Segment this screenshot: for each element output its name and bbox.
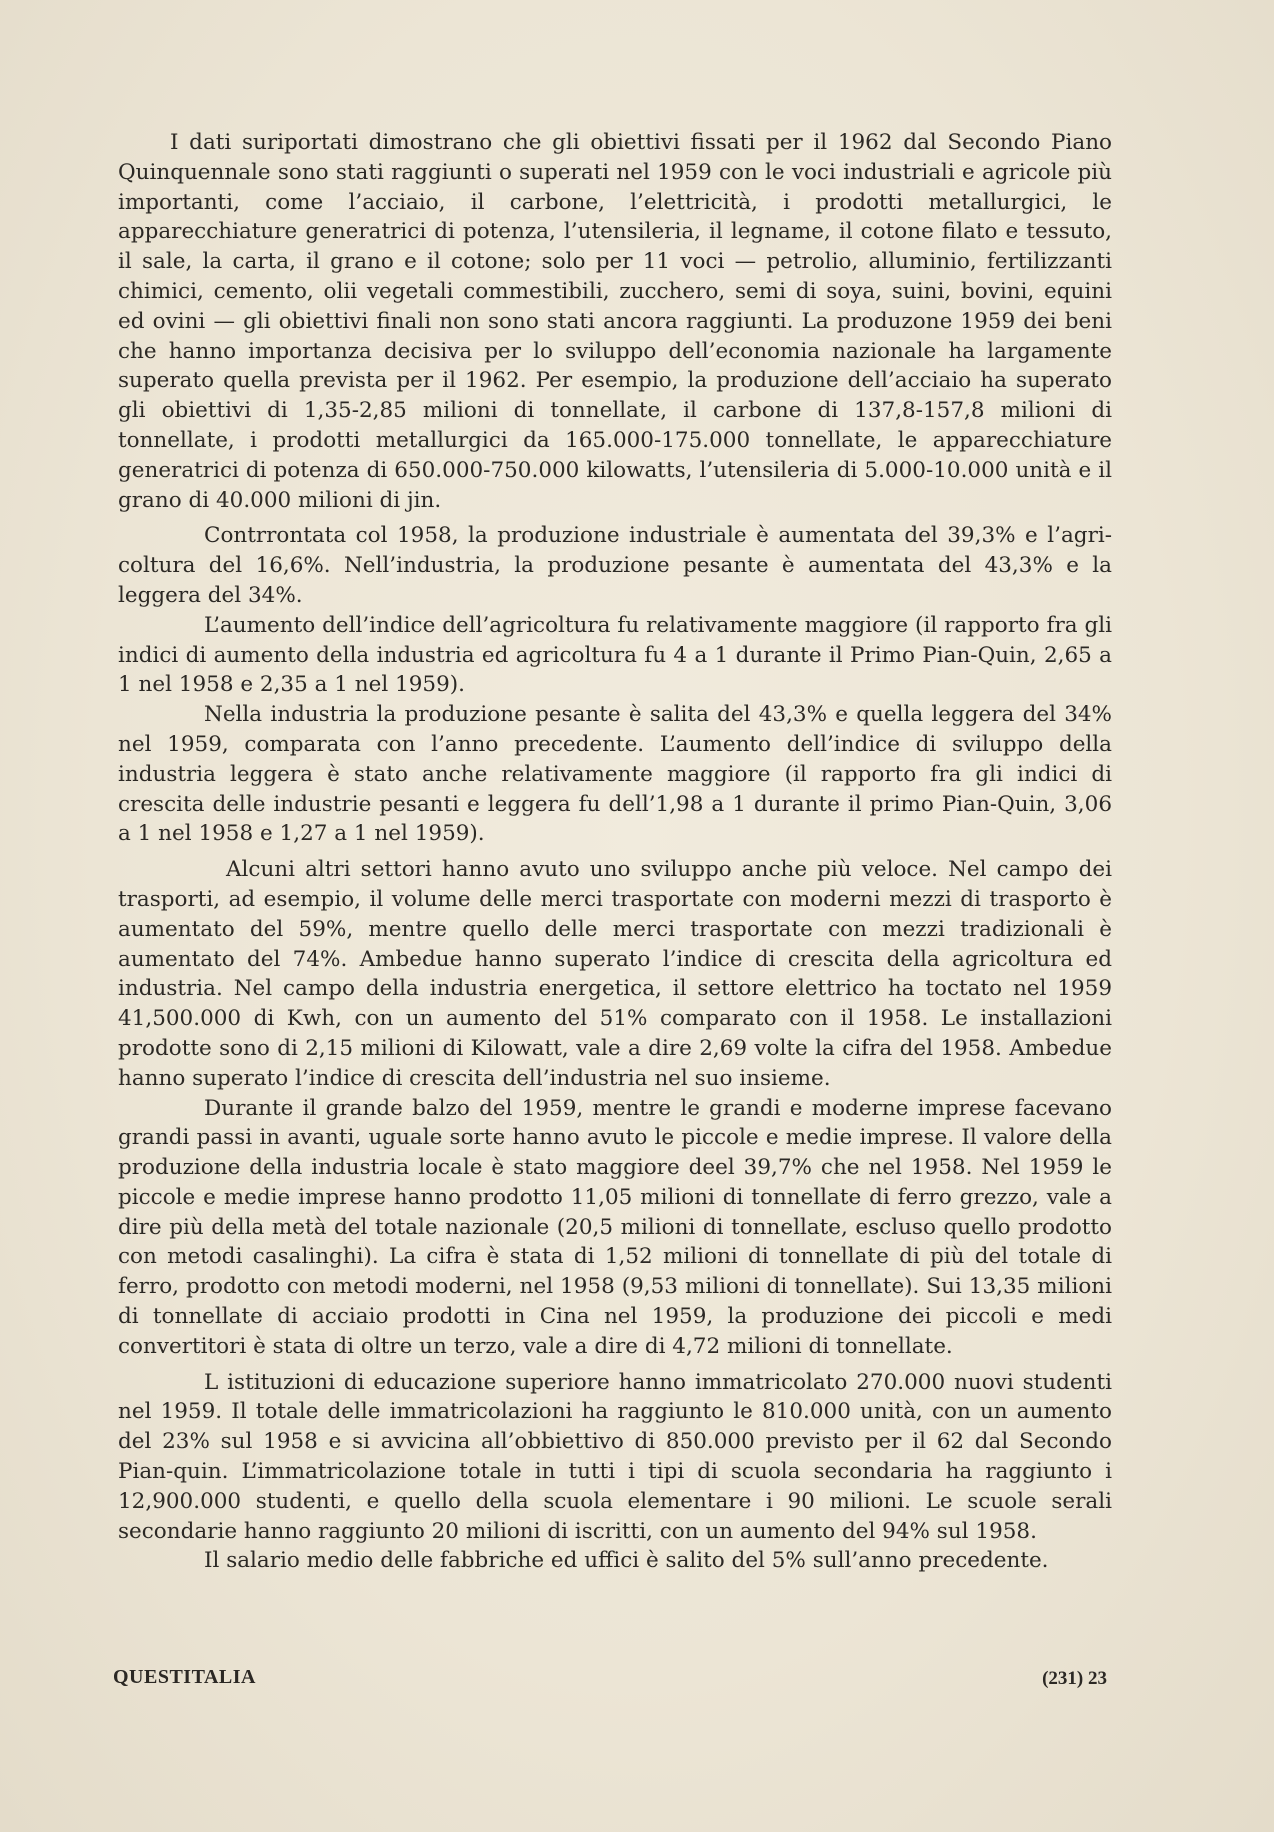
- page-number: (231) 23: [1042, 1668, 1107, 1689]
- article-body: [118, 128, 1112, 1576]
- page-footer: [113, 1666, 1113, 1696]
- paragraph: Nella industria la produzione pesante è salita del 43,3% e quella leggera del 34% nel 1959, comparata con l’anno precedente. L’aumento dell’indice di sviluppo della industria leggera è stato anche relativamente maggiore (il rapporto fra gli indici di crescita delle industrie pesanti e leggera fu dell’1,98 a 1 durante il primo Pian-Quin, 3,06 a 1 nel 1958 e 1,27 a 1 nel 1959).: [118, 702, 1112, 847]
- paragraph: Contrrontata col 1958, la produzione industriale è aumentata del 39,3% e l’agricoltura del 16,6%. Nell’industria, la produzione pesante è aumentata del 43,3% e la leggera del 34%.: [118, 523, 1112, 608]
- paragraph: L istituzioni di educazione superiore hanno immatricolato 270.000 nuovi studenti nel 1959. Il totale delle immatricolazioni ha raggiunto le 810.000 unità, con un aumento del 23% sul 1958 e si avvicina all’obbiettivo di 850.000 previsto per il 62 dal Secondo Pian-quin. L’immatricolazione totale in tutti i tipi di scuola secondaria ha raggiunto i 12,900.000 studenti, e quello della scuola elementare i 90 milioni. Le scuole serali secondarie hanno raggiunto 20 milioni di iscritti, con un aumento del 94% sul 1958.: [118, 1369, 1112, 1544]
- paragraph: I dati suriportati dimostrano che gli obiettivi fissati per il 1962 dal Secondo Piano Quinquennale sono stati raggiunti o superati nel 1959 con le voci industriali e agricole più importanti, come l’acciaio, il carbone, l’elettricità, i prodotti metallurgici, le apparecchiature generatrici di potenza, l’utensileria, il legname, il cotone filato e tessuto, il sale, la carta, il grano e il cotone; solo per 11 voci — petrolio, alluminio, fertilizzanti chimici, cemento, olii vegetali commestibili, zucchero, semi di soya, suini, bovini, equini ed ovini — gli obiettivi finali non sono stati ancora raggiunti. La produzone 1959 dei beni che hanno importanza decisiva per lo sviluppo dell’economia nazionale ha largamente superato quella prevista per il 1962. Per esempio, la produzione dell’acciaio ha superato gli obiettivi di 1,35-2,85 milioni di tonnellate, il carbone di 137,8-157,8 milioni di tonnellate, i prodotti metallurgici da 165.000-175.000 tonnellate, le apparecchiature generatrici di potenza di 650.000-750.000 kilowatts, l’utensileria di 5.000-10.000 unità e il grano di 40.000 milioni di jin.: [118, 130, 1112, 513]
- magazine-title: QUESTITALIA: [113, 1666, 256, 1688]
- paragraph: L’aumento dell’indice dell’agricoltura fu relativamente maggiore (il rapporto fra gli indici di aumento della industria ed agricoltura fu 4 a 1 durante il Primo Pian-Quin, 2,65 a 1 nel 1958 e 2,35 a 1 nel 1959).: [118, 612, 1112, 698]
- paragraph: Il salario medio delle fabbriche ed uffici è salito del 5% sull’anno precedente.: [204, 1548, 1049, 1574]
- paragraph: Durante il grande balzo del 1959, mentre le grandi e moderne imprese facevano grandi passi in avanti, uguale sorte hanno avuto le piccole e medie imprese. Il valore della produzione della industria locale è stato maggiore deel 39,7% che nel 1958. Nel 1959 le piccole e medie imprese hanno prodotto 11,05 milioni di tonnellate di ferro grezzo, vale a dire più della metà del totale nazionale (20,5 milioni di tonnellate, escluso quello prodotto con metodi casalinghi). La cifra è stata di 1,52 milioni di tonnellate di più del totale di ferro, prodotto con metodi moderni, nel 1958 (9,53 milioni di tonnellate). Sui 13,35 milioni di tonnellate di acciaio prodotti in Cina nel 1959, la produzione dei piccoli e medi convertitori è stata di oltre un terzo, vale a dire di 4,72 milioni di tonnellate.: [118, 1095, 1112, 1359]
- paragraph: Alcuni altri settori hanno avuto uno sviluppo anche più veloce. Nel campo dei trasporti, ad esempio, il volume delle merci trasportate con moderni mezzi di trasporto è aumentato del 59%, mentre quello delle merci trasportate con mezzi tradizionali è aumentato del 74%. Ambedue hanno superato l’indice di crescita della agricoltura ed industria. Nel campo della industria energetica, il settore elettrico ha toctato nel 1959 41,500.000 di Kwh, con un aumento del 51% comparato con il 1958. Le installazioni prodotte sono di 2,15 milioni di Kilowatt, vale a dire 2,69 volte la cifra del 1958. Ambedue hanno superato l’indice di crescita dell’industria nel suo insieme.: [118, 857, 1112, 1091]
